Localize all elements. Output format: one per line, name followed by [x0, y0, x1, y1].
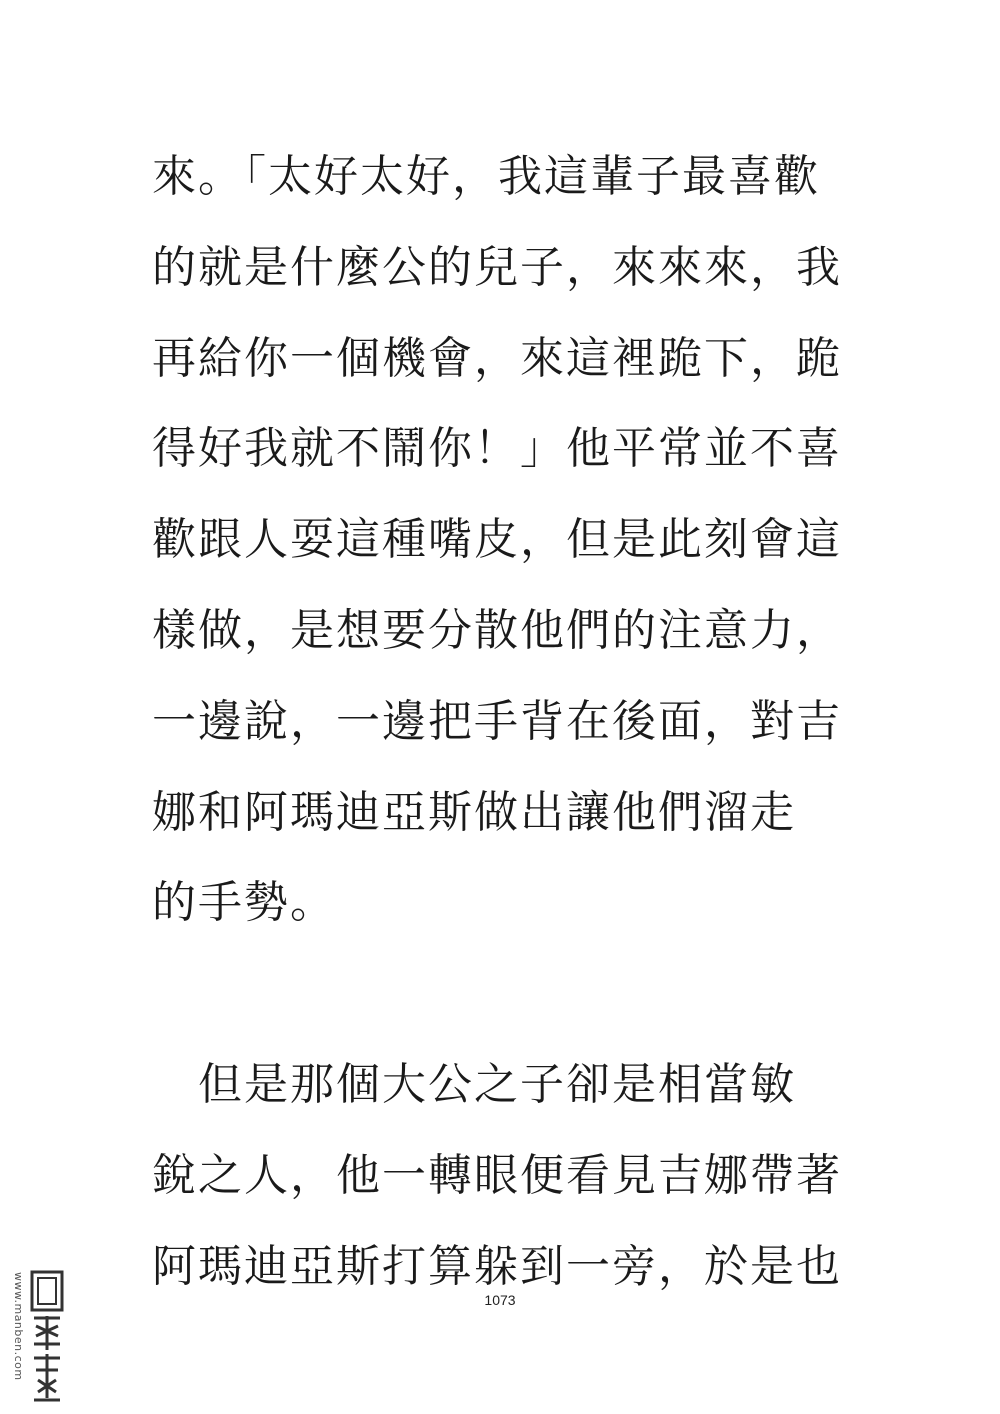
- text-line: 的手勢。: [152, 877, 336, 929]
- text-line: 阿瑪迪亞斯打算躲到一旁，於是也: [152, 1240, 842, 1292]
- page-number: 1073: [484, 1292, 516, 1308]
- text-line: 樣做，是想要分散他們的注意力，: [152, 604, 842, 656]
- text-line: 來。「太好太好，我這輩子最喜歡: [152, 151, 820, 202]
- text-line: 的就是什麼公的兒子，來來來，我: [152, 241, 842, 293]
- text-line: 得好我就不鬧你！」他平常並不喜: [152, 423, 842, 475]
- body-text: [152, 132, 872, 1312]
- text-line: 娜和阿瑪迪亞斯做出讓他們溜走: [152, 786, 796, 838]
- text-line: 歡跟人耍這種嘴皮，但是此刻會這: [152, 514, 842, 566]
- text-line: 但是那個大公之子卻是相當敏: [152, 1058, 796, 1110]
- text-line: 再給你一個機會，來這裡跪下，跪: [152, 332, 842, 384]
- paragraph-gap: [152, 949, 872, 1040]
- watermark-url: www.manben.com: [12, 1272, 25, 1381]
- text-line: 一邊說，一邊把手背在後面，對吉: [152, 695, 842, 747]
- text-line: 銳之人，他一轉眼便看見吉娜帶著: [152, 1149, 842, 1201]
- watermark-logo: [30, 1270, 64, 1404]
